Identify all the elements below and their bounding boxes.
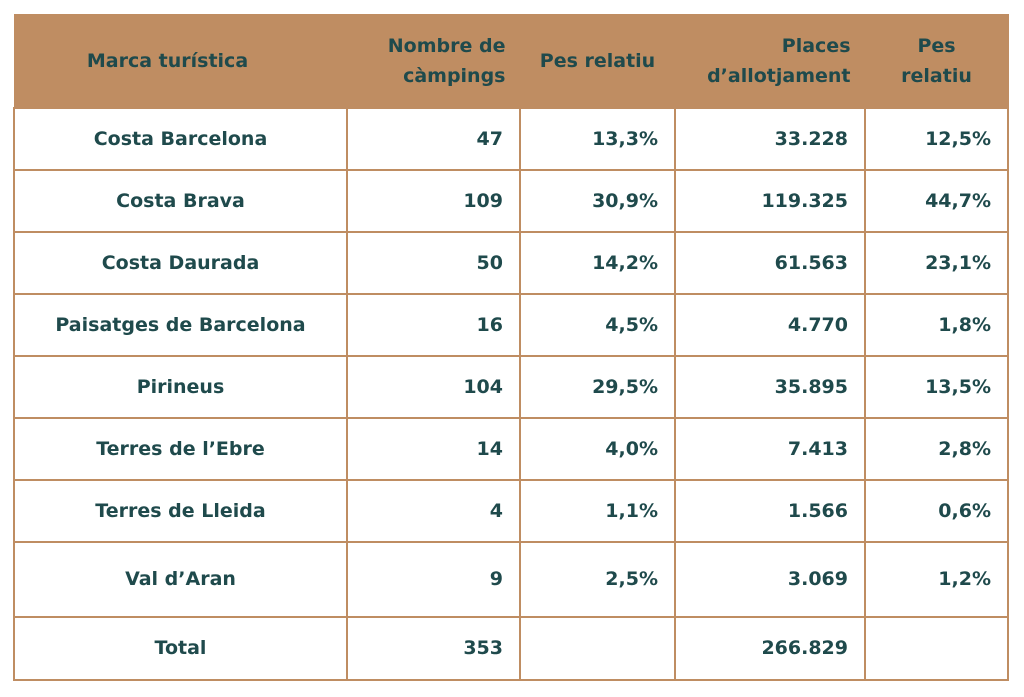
cell-pes-places: 23,1% [865,232,1008,294]
cell-campings: 9 [347,542,520,617]
total-campings: 353 [347,617,520,680]
cell-pes-places: 2,8% [865,418,1008,480]
cell-marca: Val d’Aran [14,542,347,617]
total-pes-places [865,617,1008,680]
cell-marca: Costa Brava [14,170,347,232]
cell-marca: Terres de Lleida [14,480,347,542]
campings-table [13,14,1009,681]
table-row [14,294,1008,356]
cell-places: 3.069 [675,542,865,617]
cell-marca: Costa Barcelona [14,108,347,170]
total-pes-campings [520,617,675,680]
cell-campings: 16 [347,294,520,356]
table-row [14,232,1008,294]
header-places-line2: d’allotjament [707,64,851,87]
cell-pes-places: 0,6% [865,480,1008,542]
cell-campings: 109 [347,170,520,232]
header-pes-campings: Pes relatiu [520,15,675,108]
total-places: 266.829 [675,617,865,680]
table-row [14,356,1008,418]
cell-campings: 4 [347,480,520,542]
cell-marca: Pirineus [14,356,347,418]
header-row [14,15,1008,108]
table-body [14,108,1008,680]
cell-pes-campings: 2,5% [520,542,675,617]
cell-pes-campings: 4,0% [520,418,675,480]
header-campings-line1: Nombre de [387,34,506,57]
table-header [14,15,1008,108]
cell-campings: 47 [347,108,520,170]
cell-places: 33.228 [675,108,865,170]
cell-pes-campings: 14,2% [520,232,675,294]
cell-campings: 50 [347,232,520,294]
cell-pes-places: 12,5% [865,108,1008,170]
header-campings-line2: càmpings [403,64,506,87]
cell-marca: Terres de l’Ebre [14,418,347,480]
cell-marca: Paisatges de Barcelona [14,294,347,356]
table-container [13,14,1007,681]
total-label: Total [14,617,347,680]
cell-campings: 14 [347,418,520,480]
table-row [14,108,1008,170]
cell-places: 4.770 [675,294,865,356]
header-campings [347,15,520,108]
cell-pes-campings: 30,9% [520,170,675,232]
cell-places: 35.895 [675,356,865,418]
cell-places: 7.413 [675,418,865,480]
cell-pes-campings: 1,1% [520,480,675,542]
cell-campings: 104 [347,356,520,418]
header-pes-places: Pes relatiu [865,15,1008,108]
cell-pes-places: 1,2% [865,542,1008,617]
header-marca: Marca turística [14,15,347,108]
total-row [14,617,1008,680]
cell-marca: Costa Daurada [14,232,347,294]
cell-places: 61.563 [675,232,865,294]
table-row [14,480,1008,542]
cell-pes-places: 1,8% [865,294,1008,356]
cell-pes-places: 13,5% [865,356,1008,418]
table-row [14,418,1008,480]
table-row [14,170,1008,232]
cell-pes-places: 44,7% [865,170,1008,232]
header-places-line1: Places [781,34,851,57]
cell-places: 119.325 [675,170,865,232]
cell-pes-campings: 13,3% [520,108,675,170]
cell-pes-campings: 4,5% [520,294,675,356]
cell-places: 1.566 [675,480,865,542]
table-row [14,542,1008,617]
header-places [675,15,865,108]
cell-pes-campings: 29,5% [520,356,675,418]
